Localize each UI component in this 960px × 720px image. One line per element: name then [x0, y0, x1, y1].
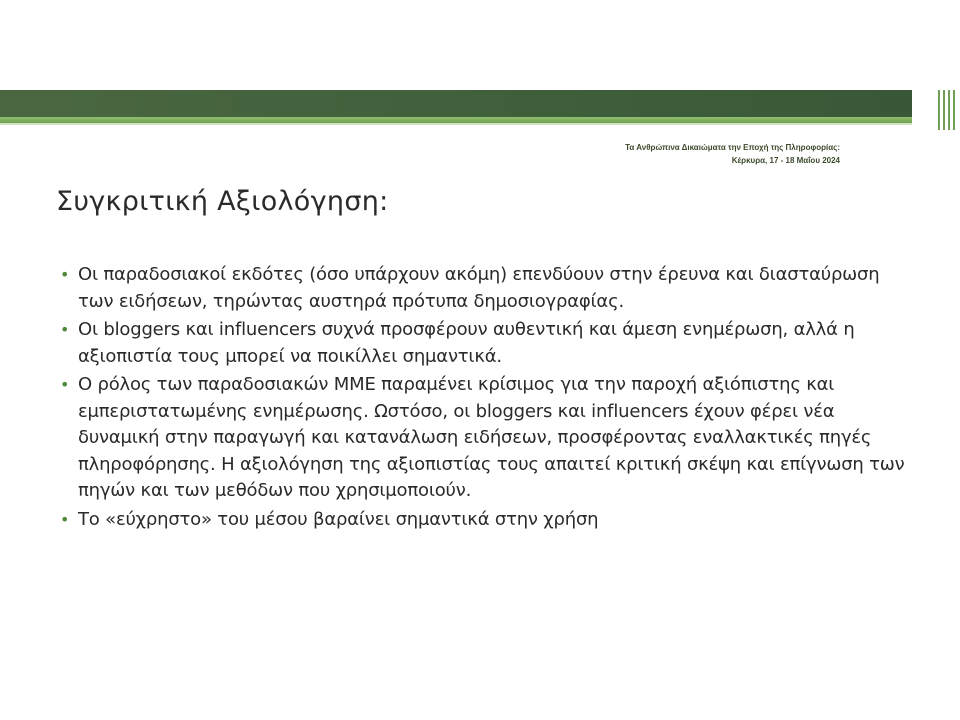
header-underline [0, 123, 912, 125]
slide-title: Συγκριτική Αξιολόγηση: [56, 186, 389, 217]
bullet-text: Οι bloggers και influencers συχνά προσφέρουν αυθεντική και άμεση ενημέρωση, αλλά η αξιοπιστία τους μπορεί να ποικίλλει σημαντικά. [78, 319, 855, 367]
bullet-item [56, 507, 906, 534]
bullet-text: Οι παραδοσιακοί εκδότες (όσο υπάρχουν ακόμη) επενδύουν στην έρευνα και διασταύρωση των ειδήσεων, τηρώντας αυστηρά πρότυπα δημοσιογραφίας. [78, 264, 880, 312]
conference-note-line-1: Τα Ανθρώπινα Δικαιώματα την Εποχή της Πληροφορίας: [625, 143, 840, 152]
bullet-text: Το «εύχρηστο» του μέσου βαραίνει σημαντικά στην χρήση [78, 508, 599, 530]
conference-note-line-2: Κέρκυρα, 17 - 18 Μαΐου 2024 [731, 156, 840, 165]
bullet-item [56, 372, 906, 505]
edge-stripes-decoration [938, 90, 956, 130]
bullet-item [56, 317, 906, 370]
bullet-dot-icon: • [60, 320, 70, 339]
bullet-text: Ο ρόλος των παραδοσιακών ΜΜΕ παραμένει κρίσιμος για την παροχή αξιόπιστης και εμπεριστατωμένης ενημέρωσης. Ωστόσο, οι bloggers και influencers έχουν φέρει νέα δυναμική στην παραγωγή και κατανάλωση ειδήσεων, προσφέροντας εναλλακτικές πηγές πληροφόρησης. Η αξιολόγηση της αξιοπιστίας τους απαιτεί κριτική σκέψη και επίγνωση των πηγών και των μεθόδων που χρησιμοποιούν. [78, 374, 905, 501]
bullet-dot-icon: • [60, 265, 70, 284]
bullet-item [56, 262, 906, 315]
bullet-dot-icon: • [60, 375, 70, 394]
conference-note [540, 141, 840, 169]
bullet-dot-icon: • [60, 509, 70, 529]
header-band [0, 90, 912, 117]
bullet-list [56, 262, 906, 535]
page-number: 24 [914, 96, 932, 112]
